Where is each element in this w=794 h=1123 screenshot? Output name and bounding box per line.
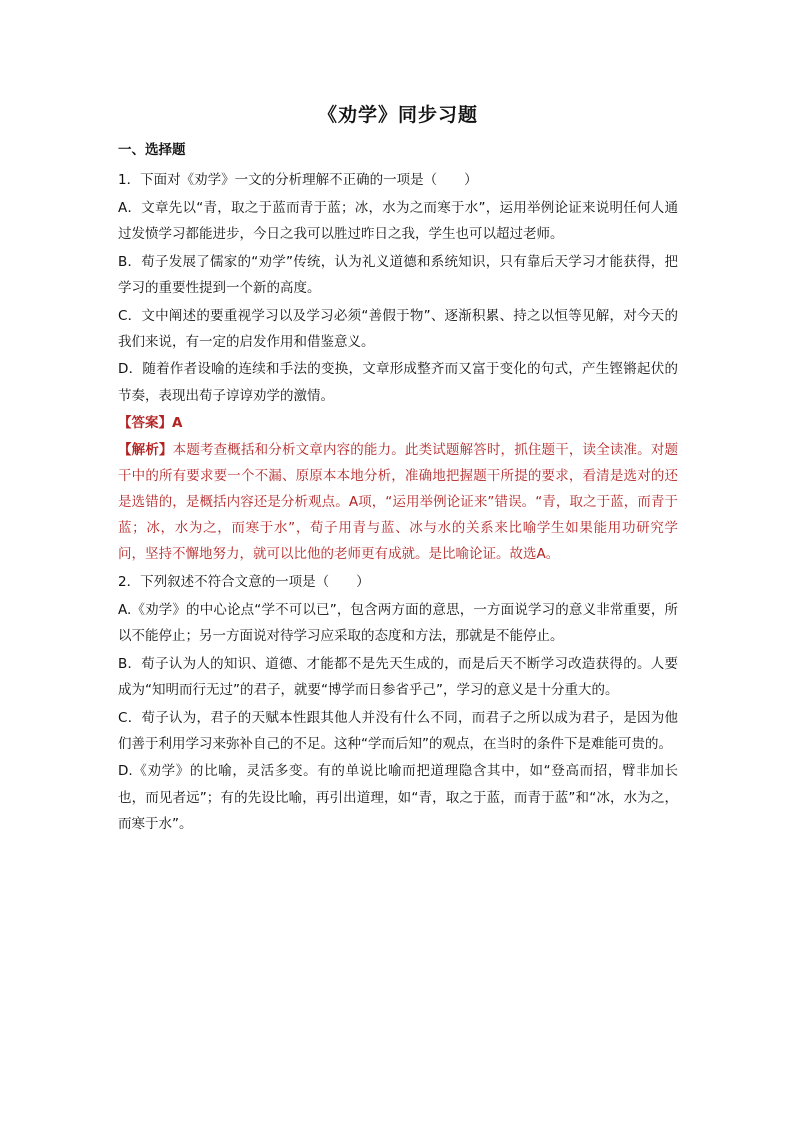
question-1-option-a: A．文章先以“青，取之于蓝而青于蓝；冰，水为之而寒于水”，运用举例论证来说明任何人通过发愤学习都能进步，今日之我可以胜过昨日之我，学生也可以超过老师。 (118, 199, 678, 242)
page-title: 《劝学》同步习题 (317, 104, 478, 126)
question-2-option-a: A.《劝学》的中心论点“学不可以已”，包含两方面的意思，一方面说学习的意义非常重要，所以不能停止；另一方面说对待学习应采取的态度和方法，那就是不能停止。 (118, 601, 678, 644)
answer-value: A (172, 415, 183, 432)
section-heading: 一、选择题 (118, 142, 186, 158)
question-1-answer (118, 410, 678, 436)
answer-label: 【答案】 (118, 415, 172, 432)
question-1 (118, 167, 678, 568)
question-2-stem: 2．下列叙述不符合文意的一项是（ ） (118, 574, 370, 591)
question-2 (118, 569, 678, 837)
question-1-option-d: D．随着作者设喻的连续和手法的变换，文章形成整齐而又富于变化的句式，产生铿锵起伏的节奏，表现出荀子谆谆劝学的激情。 (118, 361, 678, 404)
document-page (118, 100, 678, 839)
question-2-option-c: C．荀子认为，君子的天赋本性跟其他人并没有什么不同，而君子之所以成为君子，是因为他们善于利用学习来弥补自己的不足。这种“学而后知”的观点，在当时的条件下是难能可贵的。 (118, 709, 678, 752)
question-1-analysis (118, 437, 678, 568)
question-1-option-b: B．荀子发展了儒家的“劝学”传统，认为礼义道德和系统知识，只有靠后天学习才能获得，把学习的重要性提到一个新的高度。 (118, 253, 678, 296)
question-2-option-b: B．荀子认为人的知识、道德、才能都不是先天生成的，而是后天不断学习改造获得的。人要成为“知明而行无过”的君子，就要“博学而日参省乎己”，学习的意义是十分重大的。 (118, 655, 678, 698)
analysis-text: 本题考查概括和分析文章内容的能力。此类试题解答时，抓住题干，读全读准。对题干中的所有要求要一个不漏、原原本本地分析，准确地把握题干所提的要求，看清是选对的还是选错的，是概括内容还是分析观点。A项，“运用举例论证来”错误。“青，取之于蓝，而青于蓝；冰，水为之，而寒于水”，荀子用青与蓝、冰与水的关系来比喻学生如果能用功研究学问，坚持不懈地努力，就可以比他的老师更有成就。是比喻论证。故选A。 (118, 441, 679, 563)
question-2-option-d: D.《劝学》的比喻，灵活多变。有的单说比喻而把道理隐含其中，如“登高而招，臂非加长也，而见者远”；有的先设比喻，再引出道理，如“青，取之于蓝，而青于蓝”和“冰，水为之，而寒于水”。 (118, 763, 678, 832)
question-1-option-c: C．文中阐述的要重视学习以及学习必须“善假于物”、逐渐积累、持之以恒等见解，对今天的我们来说，有一定的启发作用和借鉴意义。 (118, 307, 678, 350)
question-1-stem: 1．下面对《劝学》一文的分析理解不正确的一项是（ ） (118, 172, 478, 188)
analysis-label: 【解析】 (118, 441, 173, 458)
